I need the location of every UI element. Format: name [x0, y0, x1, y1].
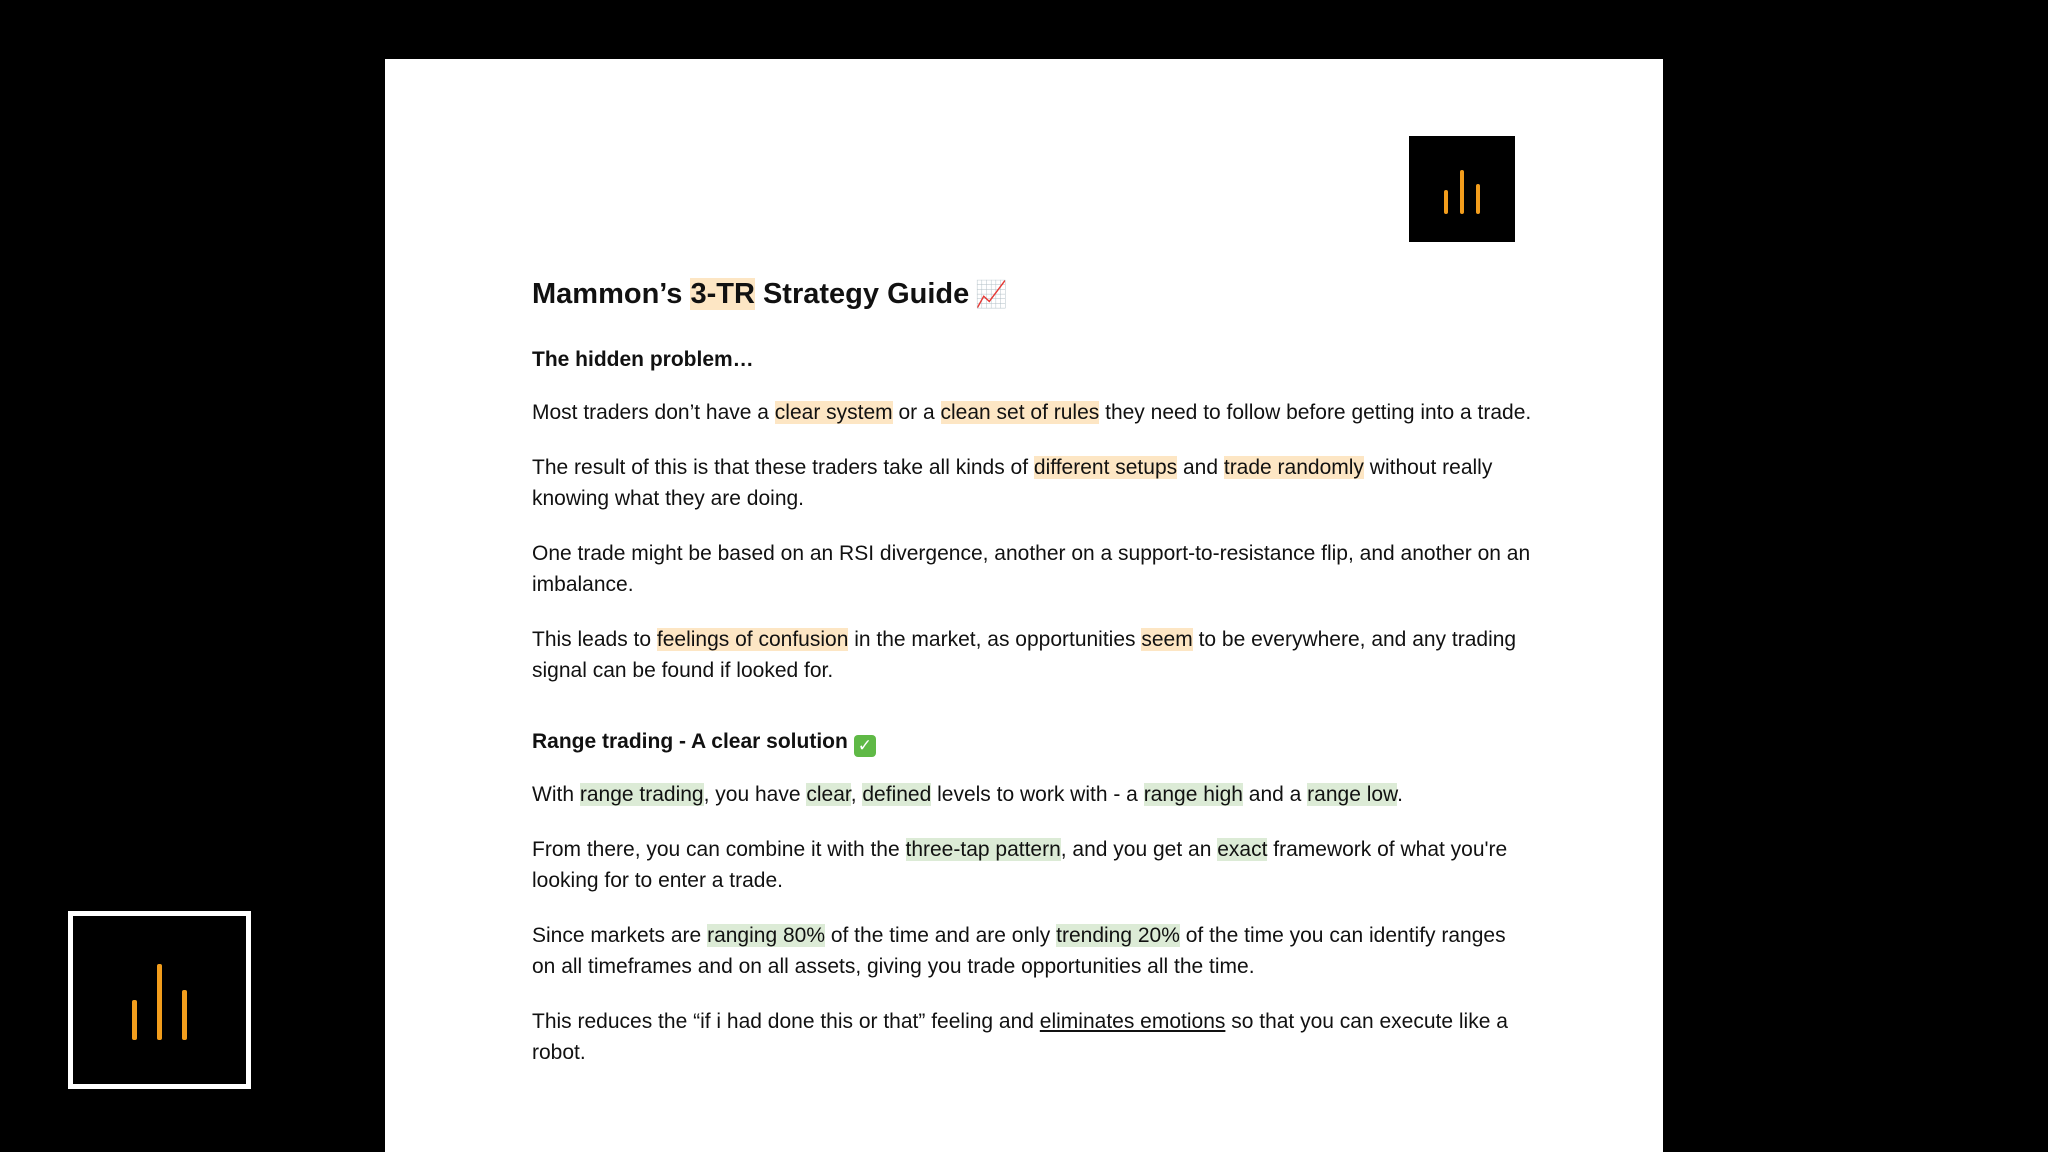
header-logo: [1409, 136, 1515, 242]
paragraph-5: With range trading, you have clear, defined levels to work with - a range high and a range low.: [532, 783, 1403, 806]
paragraph-6: From there, you can combine it with the three-tap pattern, and you get an exact framework of what you're looking for to enter a trade.: [532, 838, 1508, 892]
paragraph-4: This leads to feelings of confusion in the market, as opportunities seem to be everywhere, and any trading signal can be found if looked for.: [532, 628, 1517, 682]
check-mark-icon: ✓: [854, 735, 876, 757]
section-heading-range-trading: Range trading - A clear solution ✓: [532, 726, 1532, 757]
bar-chart-logo-icon: [1409, 170, 1515, 214]
eliminates-emotions-link[interactable]: eliminates emotions: [1039, 1010, 1226, 1033]
paragraph-8: This reduces the “if i had done this or that” feeling and eliminates emotions so that you can execute like a robot.: [532, 1010, 1508, 1064]
paragraph-1: Most traders don’t have a clear system or a clean set of rules they need to follow before getting into a trade.: [532, 401, 1532, 424]
paragraph-3: One trade might be based on an RSI divergence, another on a support-to-resistance flip, and another on an imbalance.: [532, 542, 1531, 596]
overlay-logo: [68, 911, 251, 1089]
bar-chart-logo-icon: [73, 964, 246, 1040]
document-body: [532, 274, 1532, 1092]
chart-increasing-icon: 📈: [975, 279, 1008, 309]
document-page: [385, 59, 1663, 1152]
section-heading-hidden-problem: The hidden problem…: [532, 348, 754, 371]
paragraph-7: Since markets are ranging 80% of the time and are only trending 20% of the time you can identify ranges on all timeframes and on all assets, giving you trade opportunities all the time.: [532, 924, 1506, 978]
document-title: Mammon’s 3-TR Strategy Guide 📈: [532, 278, 1008, 310]
paragraph-2: The result of this is that these traders take all kinds of different setups and trade randomly without really knowing what they are doing.: [532, 456, 1493, 510]
